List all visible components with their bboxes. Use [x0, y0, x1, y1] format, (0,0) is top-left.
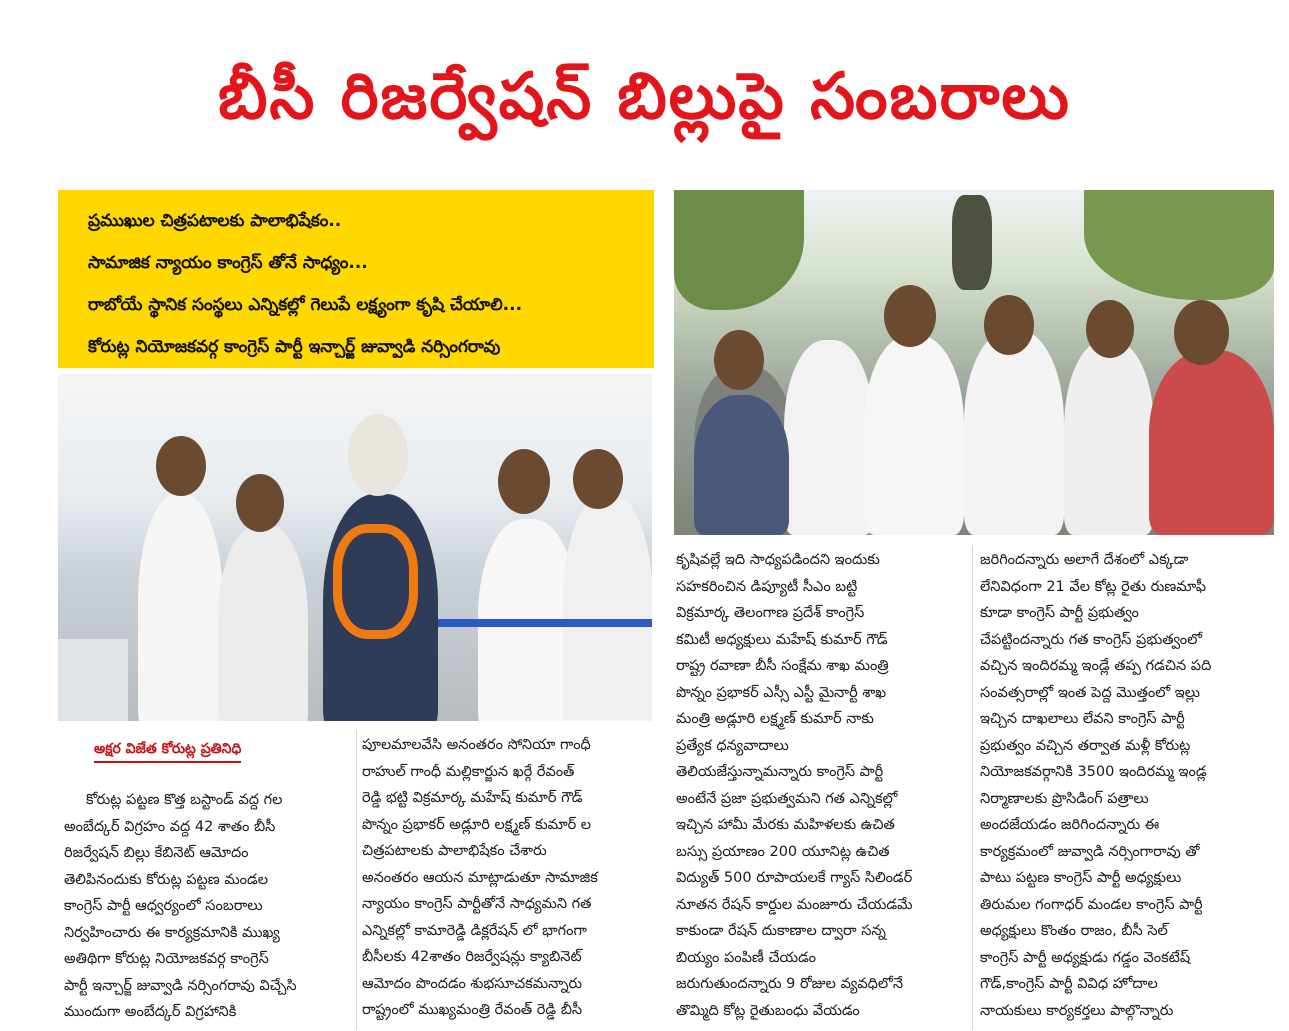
article-line: ప్రభుత్వం వచ్చిన తర్వాత మళ్లీ కోరుట్ల: [980, 737, 1191, 754]
reporter-credit: అక్షర విజేత కోరుట్ల ప్రతినిధి: [94, 741, 241, 763]
article-line: అందజేయడం జరిగిందన్నారు ఈ: [980, 817, 1160, 833]
article-line: వచ్చిన ఇందిరమ్మ ఇండ్లే తప్ప గడచిన పది: [980, 658, 1212, 674]
highlights-box: [58, 190, 654, 368]
article-line: చిత్రపటాలకు పాలాభిషేకం చేశారు: [362, 843, 547, 859]
article-line: ఇచ్చిన హామీ మేరకు మహిళలకు ఉచిత: [676, 817, 895, 833]
article-line: బీసీలకు 42శాతం రిజర్వేషన్లు క్యాబినెట్: [362, 949, 582, 965]
article-line: అంబేద్కర్ విగ్రహం వద్ద 42 శాతం బీసీ: [64, 818, 276, 835]
article-line: జరిగిందన్నారు అలాగే దేశంలో ఎక్కడా: [980, 552, 1189, 568]
article-line: రాష్ట్ర రవాణా బీసీ సంక్షేమ శాఖ మంత్రి: [676, 658, 889, 674]
article-line: పొన్నం ప్రభాకర్ ఎస్సీ ఎస్టీ మైనార్టీ శాఖ: [676, 684, 887, 701]
article-line: న్యాయం కాంగ్రెస్ పార్టీతోనే సాధ్యమని గత: [362, 896, 592, 912]
article-column-4: [980, 547, 1276, 1024]
article-line: ముందుగా అంబేద్కర్ విగ్రహానికి: [64, 1004, 237, 1020]
article-line: జరుగుతుందన్నారు 9 రోజుల వ్యవధిలోనే: [676, 976, 904, 992]
headline: బీసీ రిజర్వేషన్ బిల్లుపై సంబరాలు: [218, 60, 1071, 134]
highlight-4: కోరుట్ల నియోజకవర్గ కాంగ్రెస్ పార్టీ ఇన్చార్జ్ జువ్వాడి నర్సింగరావు: [88, 337, 501, 357]
article-line: అంటేనే ప్రజా ప్రభుత్వమని గత ఎన్నికల్లో: [676, 790, 898, 807]
article-column-2: [362, 732, 654, 1024]
article-line: ఆమోదం పొందడం శుభసూచకమన్నారు: [362, 975, 583, 992]
article-line: తొమ్మిది కోట్ల రైతుబంధు వేయడం: [676, 1002, 860, 1019]
article-line: ప్రత్యేక ధన్యవాదాలు: [676, 737, 789, 754]
article-column-3: [676, 547, 968, 1024]
article-line: ఎన్నికల్లో కామారెడ్డి డిక్లరేషన్ లో భాగంగా: [362, 922, 587, 939]
article-line: చేపట్టిందన్నారు గత కాంగ్రెస్ ప్రభుత్వంలో: [980, 631, 1203, 648]
article-line: కాకుండా రేషన్ దుకాణాల ద్వారా సన్న: [676, 923, 886, 939]
article-line: కాంగ్రెస్ పార్టీ అధ్యక్షుడు గడ్డం వెంకటేష్: [980, 949, 1191, 966]
celebration-photo-right: [674, 190, 1274, 535]
article-line: తెలిపినందుకు కోరుట్ల పట్టణ మండల: [64, 871, 269, 888]
article-line: పార్టీ ఇన్చార్జ్ జువ్వాడి నర్సింగరావు విచ్చేసి: [64, 977, 297, 994]
article-line: సహకరించిన డిప్యూటీ సీఎం బట్టి: [676, 578, 858, 595]
article-line: లేనివిధంగా 21 వేల కోట్ల రైతు రుణమాఫీ: [980, 578, 1207, 595]
article-line: విద్యుత్ 500 రూపాయలకే గ్యాస్ సిలిండర్: [676, 870, 913, 886]
highlight-2: సామాజిక న్యాయం కాంగ్రెస్ తోనే సాధ్యం...: [88, 253, 368, 273]
article-line: పాటు పట్టణ కాంగ్రెస్ పార్టీ అధ్యక్షులు: [980, 870, 1182, 886]
article-line: అధ్యక్షులు కొంతం రాజం, బీసీ సెల్: [980, 923, 1168, 939]
article-line: కార్యక్రమంలో జువ్వాడి నర్సింగారావు తో: [980, 843, 1200, 860]
article-line: పూలమాలవేసి అనంతరం సోనియా గాంధీ: [362, 737, 591, 753]
article-column-1: [64, 787, 350, 1026]
column-divider: [356, 730, 357, 1030]
article-line: పొన్నం ప్రభాకర్ అడ్లూరి లక్ష్మణ్ కుమార్ ల: [362, 816, 592, 833]
article-line: అతిథిగా కోరుట్ల నియోజకవర్గ కాంగ్రెస్: [64, 951, 269, 967]
highlight-3: రాబోయే స్థానిక సంస్థలు ఎన్నికల్లో గెలుపే లక్ష్యంగా కృషి చేయాలి...: [88, 295, 523, 315]
article-line: కృషివల్లే ఇది సాధ్యపడిందని ఇందుకు: [676, 552, 880, 568]
celebration-photo-left: [58, 374, 652, 721]
article-line: అనంతరం ఆయన మాట్లాడుతూ సామాజిక: [362, 869, 598, 886]
article-line: నిర్మాణాలకు ప్రొసిడింగ్ పత్రాలు: [980, 790, 1149, 807]
article-line: కూడా కాంగ్రెస్ పార్టీ ప్రభుత్వం: [980, 605, 1139, 621]
article-line: ఇచ్చిన దాఖలాలు లేవని కాంగ్రెస్ పార్టీ: [980, 711, 1185, 727]
article-line: గౌడ్,కాంగ్రెస్ పార్టీ వివిధ హోదాల: [980, 976, 1158, 992]
article-line: నూతన రేషన్ కార్డుల మంజూరు చేయడమే: [676, 896, 913, 913]
column-divider: [972, 545, 973, 1030]
article-line: కాంగ్రెస్ పార్టీ ఆధ్వర్యంలో సంబరాలు: [64, 898, 263, 914]
article-line: కమిటీ అధ్యక్షులు మహేష్ కుమార్ గౌడ్: [676, 631, 888, 648]
article-line: బియ్యం పంపిణీ చేయడం: [676, 949, 817, 966]
article-line: నిర్వహించారు ఈ కార్యక్రమానికి ముఖ్య: [64, 924, 280, 941]
article-line: నియోజకవర్గానికి 3500 ఇందిరమ్మ ఇండ్ల: [980, 764, 1207, 780]
highlight-1: ప్రముఖుల చిత్రపటాలకు పాలాభిషేకం..: [88, 211, 342, 231]
article-line: తిరుమల గంగాధర్ మండల కాంగ్రెస్ పార్టీ: [980, 896, 1203, 913]
article-line: నాయకులు కార్యకర్తలు పాల్గొన్నారు: [980, 1002, 1174, 1019]
article-line: రిజర్వేషన్ బిల్లు కేబినెట్ ఆమోదం: [64, 845, 249, 861]
article-line: బస్సు ప్రయాణం 200 యూనిట్ల ఉచిత: [676, 843, 890, 860]
article-line: కోరుట్ల పట్టణ కొత్త బస్టాండ్ వద్ద గల: [86, 792, 283, 808]
article-line: విక్రమార్క తెలంగాణ ప్రదేశ్ కాంగ్రెస్: [676, 605, 865, 621]
article-line: రెడ్డి భట్టి విక్రమార్క మహేష్ కుమార్ గౌడ్: [362, 790, 583, 806]
article-line: రాహుల్ గాంధీ మల్లికార్జున ఖర్గే రేవంత్: [362, 763, 575, 780]
article-line: మంత్రి అడ్లూరి లక్ష్మణ్ కుమార్ నాకు: [676, 711, 874, 727]
article-line: సంవత్సరాల్లో ఇంత పెద్ద మొత్తంలో ఇల్లు: [980, 684, 1201, 701]
article-line: రాష్ట్రంలో ముఖ్యమంత్రి రేవంత్ రెడ్డి బీసీ: [362, 1002, 583, 1018]
article-line: తెలియజేస్తున్నామన్నారు కాంగ్రెస్ పార్టీ: [676, 764, 884, 780]
